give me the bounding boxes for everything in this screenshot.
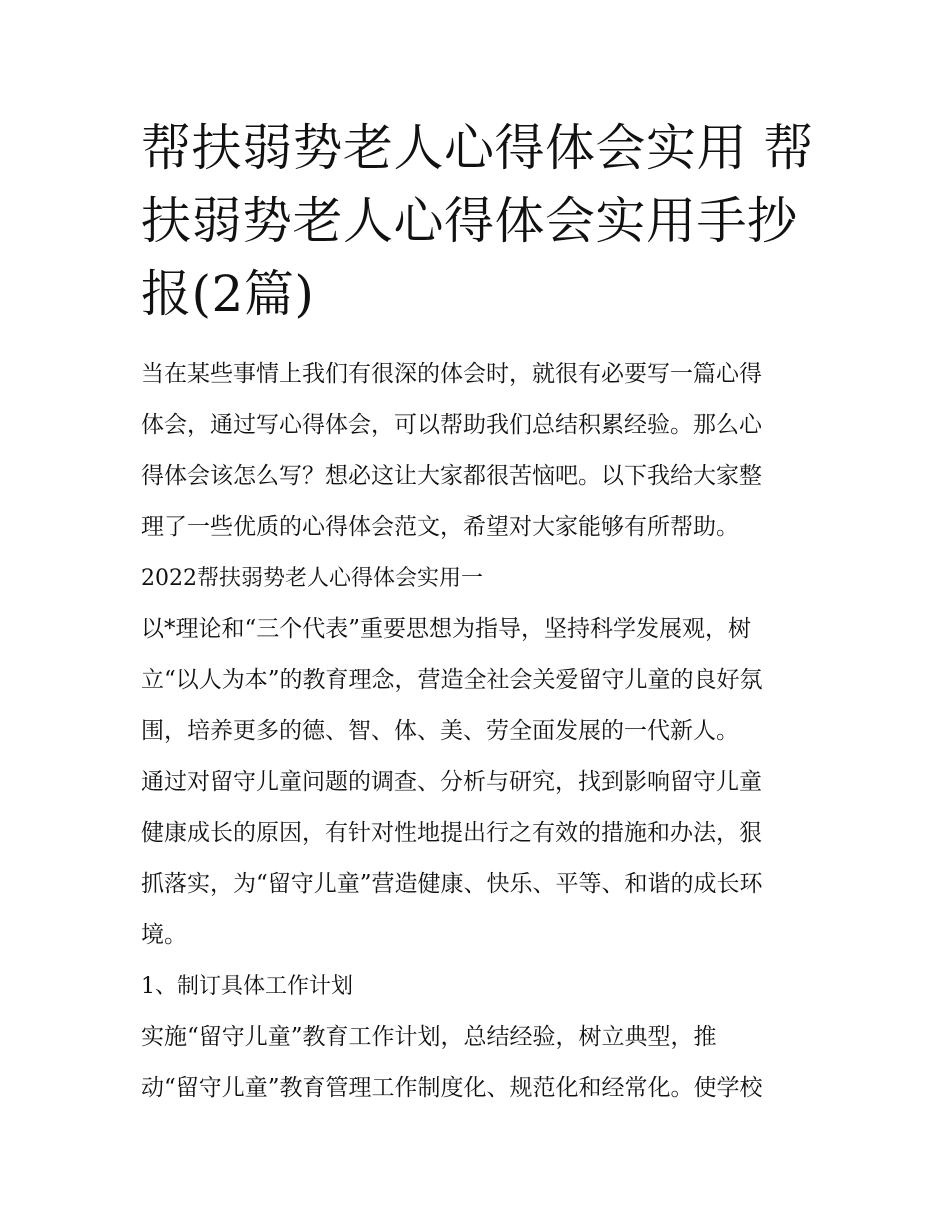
paragraph-line: 实施“留守儿童”教育工作计划，总结经验，树立典型，推 [141,1024,717,1050]
title-line: 扶弱势老人心得体会实用手抄 [141,192,798,250]
body-paragraph-2 [141,757,813,961]
title-line: 报(2篇) [141,265,315,323]
item-heading-text: 1、制订具体工作计划 [141,974,353,999]
paragraph-line: 以*理论和“三个代表”重要思想为指导，坚持科学发展观，树 [141,616,752,642]
intro-line: 得体会该怎么写？想必这让大家都很苦恼吧。以下我给大家整 [141,463,762,489]
intro-line: 当在某些事情上我们有很深的体会时，就很有必要写一篇心得 [141,361,762,387]
paragraph-line: 围，培养更多的德、智、体、美、劳全面发展的一代新人。 [141,718,739,744]
item-heading [141,961,813,1012]
title-line: 帮扶弱势老人心得体会实用 帮 [141,119,814,177]
body-paragraph-3 [141,1012,813,1114]
intro-paragraph [141,349,813,553]
paragraph-line: 通过对留守儿童问题的调查、分析与研究，找到影响留守儿童 [141,769,762,795]
paragraph-line: 抓落实，为“留守儿童”营造健康、快乐、平等、和谐的成长环 [141,871,763,897]
intro-line: 理了一些优质的心得体会范文，希望对大家能够有所帮助。 [141,514,739,540]
paragraph-line: 境。 [141,922,187,948]
paragraph-line: 健康成长的原因，有针对性地提出行之有效的措施和办法，狠 [141,820,762,846]
paragraph-line: 立“以人为本”的教育理念，营造全社会关爱留守儿童的良好氛 [141,667,763,693]
section-heading-text: 2022帮扶弱势老人心得体会实用一 [141,566,483,591]
paragraph-line: 动“留守儿童”教育管理工作制度化、规范化和经常化。使学校 [141,1075,763,1101]
body-paragraph-1 [141,604,813,757]
intro-line: 体会，通过写心得体会，可以帮助我们总结积累经验。那么心 [141,412,762,438]
section-heading [141,553,813,604]
document-title [141,112,813,331]
document-page [141,112,813,1114]
